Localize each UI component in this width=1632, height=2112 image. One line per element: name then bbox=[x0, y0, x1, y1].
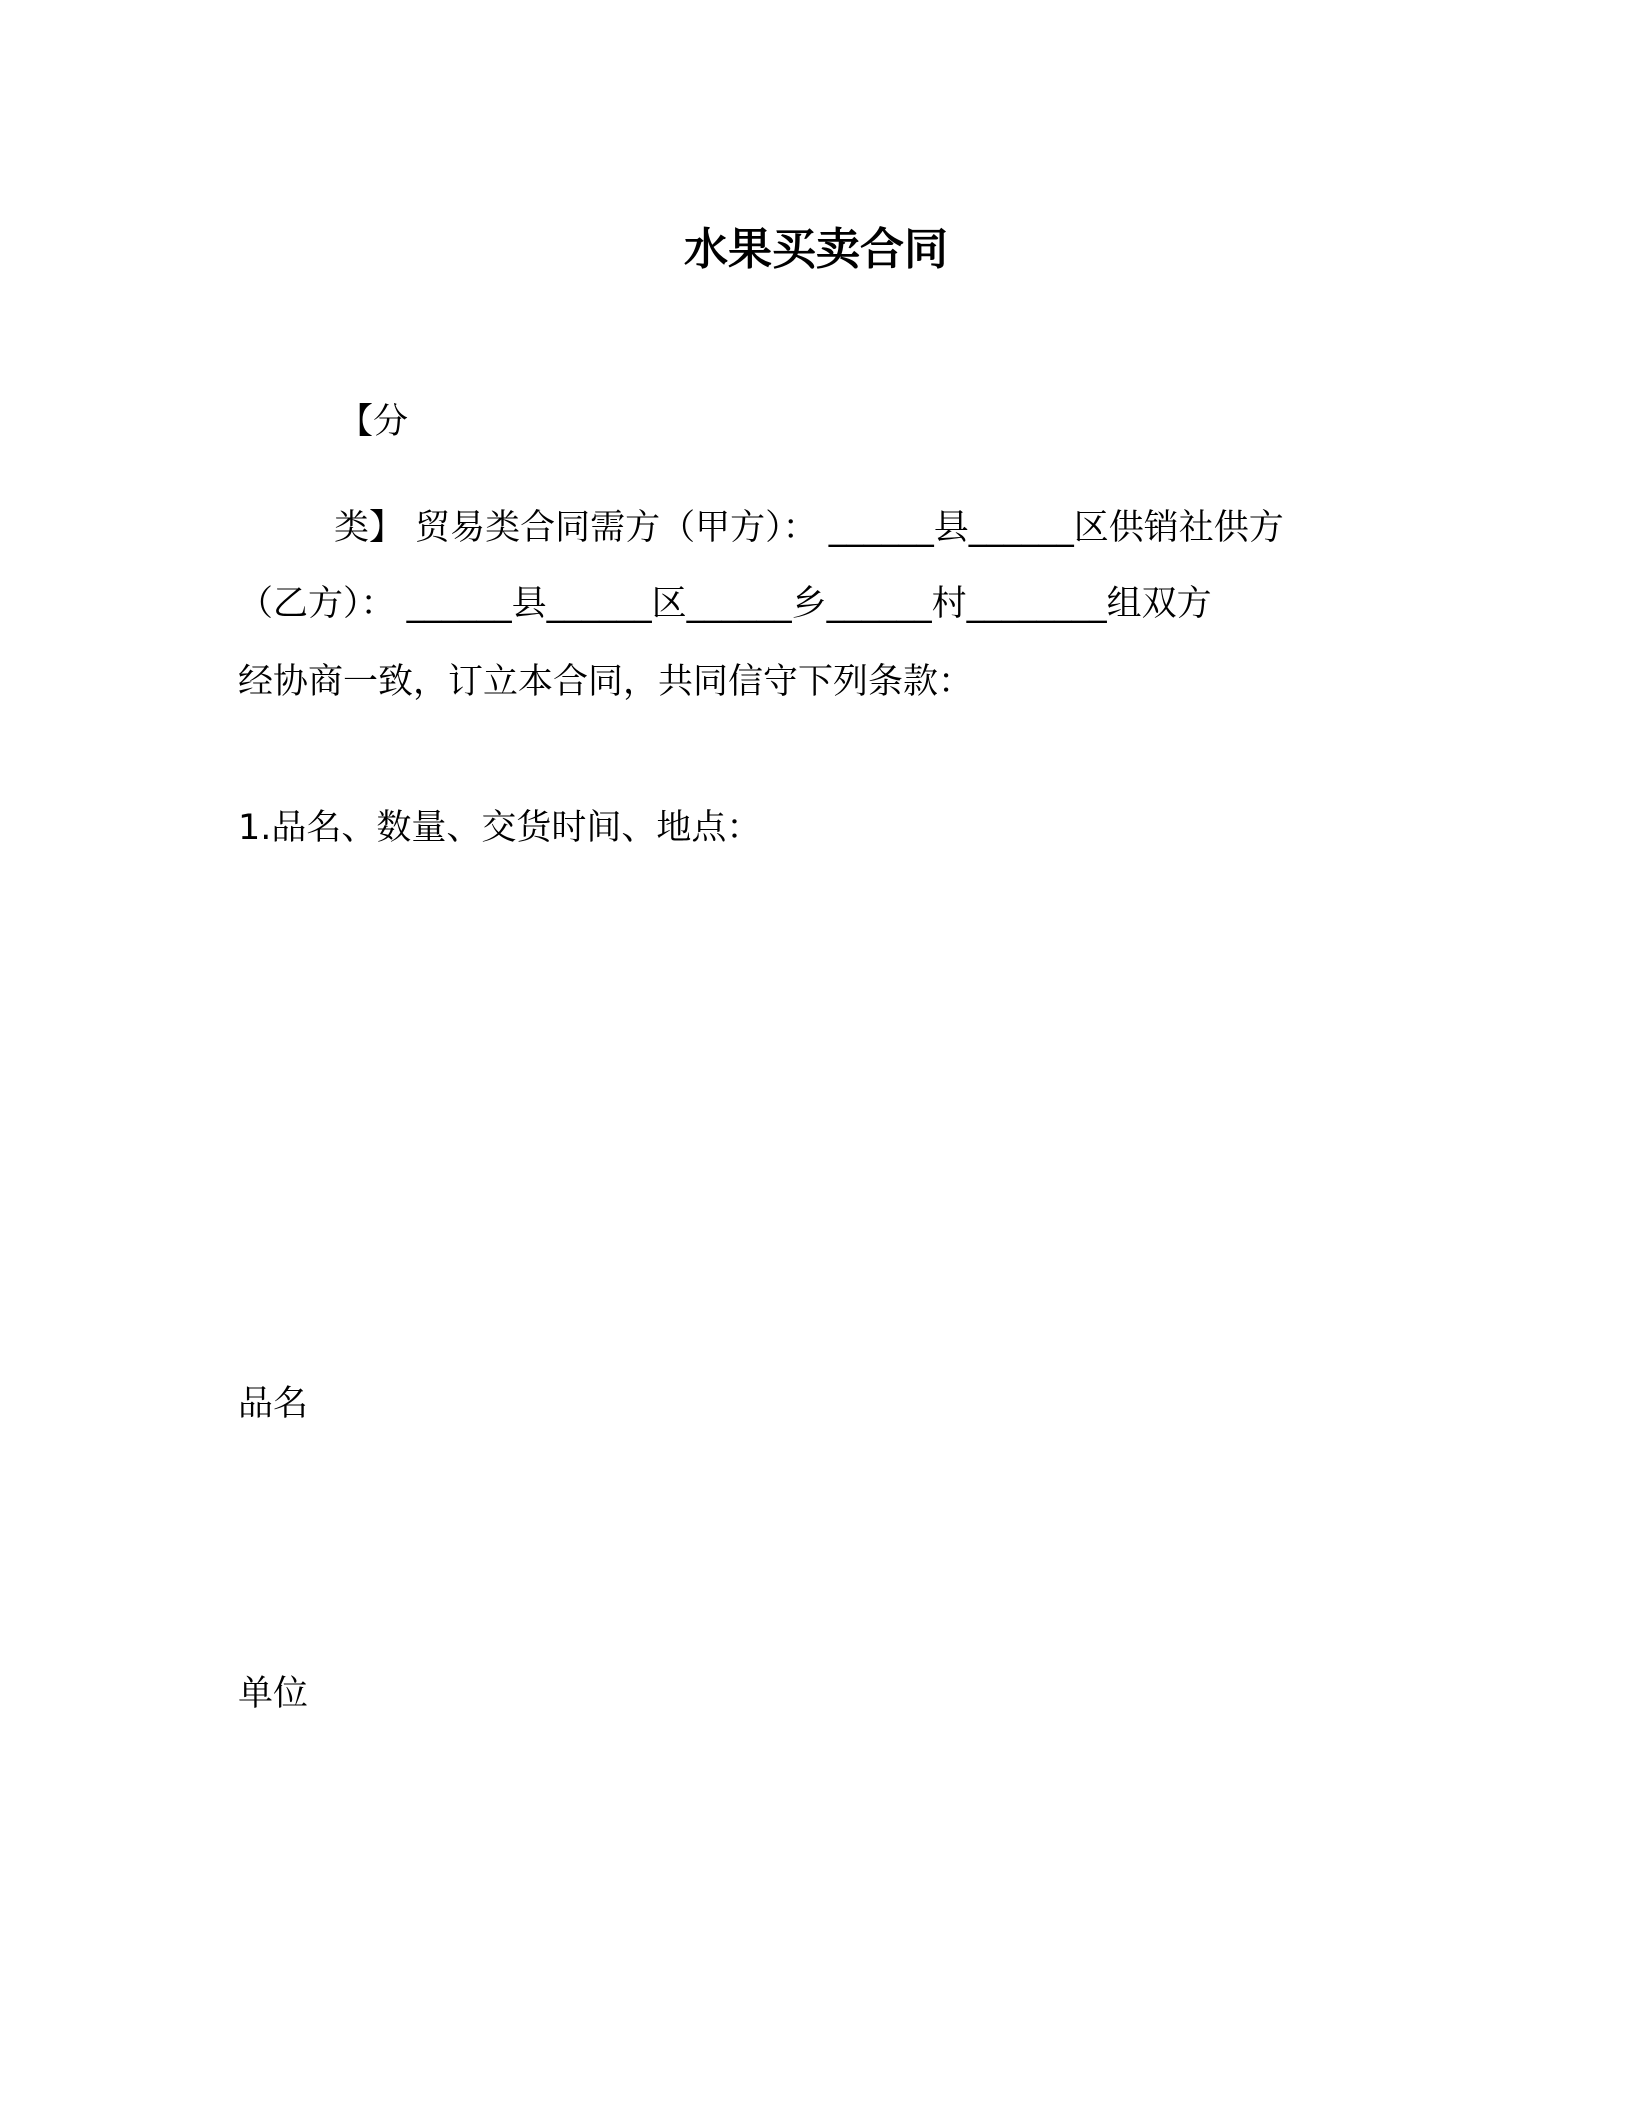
table-header-name: 品名 bbox=[238, 1384, 309, 1424]
document-title: 水果买卖合同 bbox=[684, 224, 948, 275]
paragraph-line-2: （乙方）： ______县______区______乡______村________组双方 bbox=[238, 584, 1212, 624]
paragraph-line-3: 经协商一致，订立本合同，共同信守下列条款： bbox=[238, 662, 974, 702]
category-label-start: 【分 bbox=[338, 402, 409, 442]
section-1-heading: 1.品名、数量、交货时间、地点： bbox=[238, 808, 762, 848]
paragraph-line-1: 类】 贸易类合同需方（甲方）： ______县______区供销社供方 bbox=[334, 508, 1284, 548]
table-header-unit: 单位 bbox=[238, 1674, 309, 1714]
